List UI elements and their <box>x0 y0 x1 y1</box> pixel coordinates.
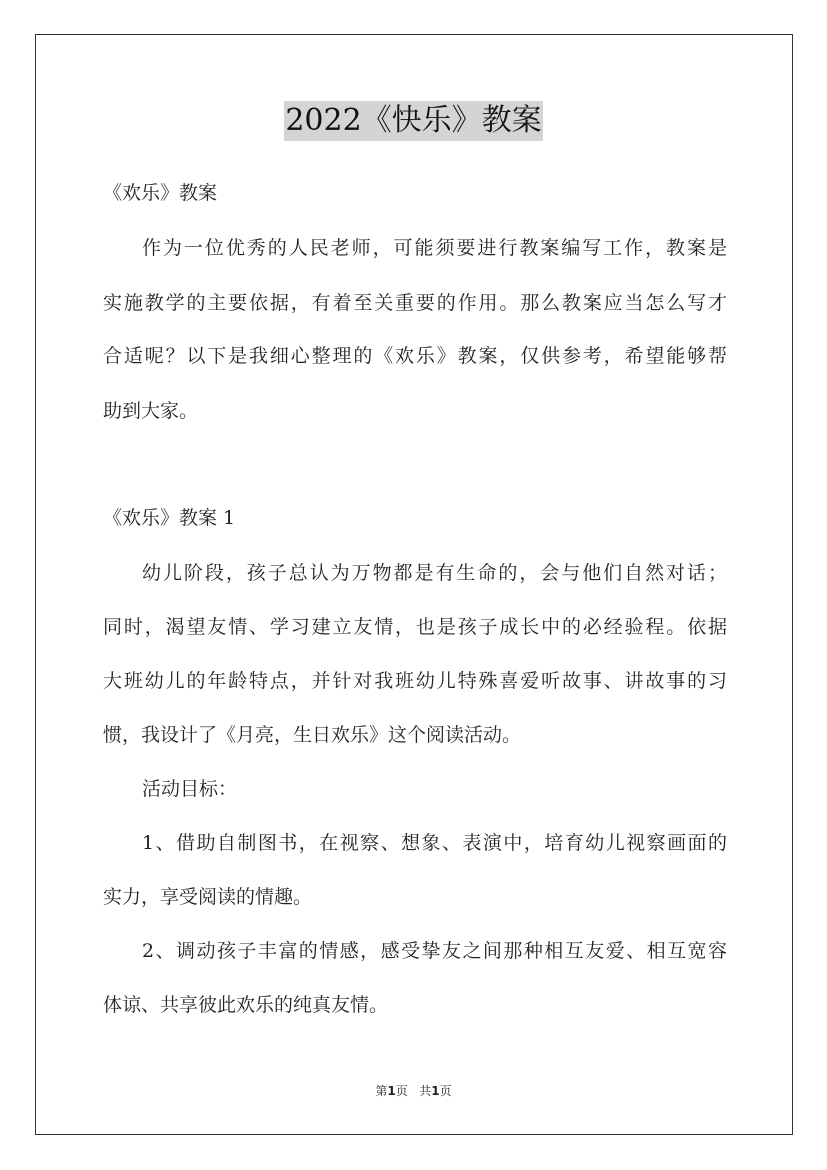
footer-page-unit: 页 <box>395 1084 408 1098</box>
page-footer <box>0 1083 827 1099</box>
footer-page-current: 1 <box>387 1084 396 1098</box>
goals-heading: 活动目标： <box>142 778 238 800</box>
goal-line: 实力，享受阅读的情趣。 <box>103 886 313 908</box>
footer-page-total: 1 <box>431 1084 440 1098</box>
body-line: 幼儿阶段，孩子总认为万物都是有生命的，会与他们自然对话； <box>142 562 727 584</box>
intro-line: 合适呢？以下是我细心整理的《欢乐》教案，仅供参考，希望能够帮 <box>103 345 727 367</box>
title-wrapper <box>0 101 827 141</box>
document-title: 2022《快乐》教案 <box>284 101 542 141</box>
intro-line: 作为一位优秀的人民老师，可能须要进行教案编写工作，教案是 <box>142 237 727 259</box>
intro-line: 实施教学的主要依据，有着至关重要的作用。那么教案应当怎么写才 <box>103 292 727 314</box>
footer-total-unit: 页 <box>439 1084 452 1098</box>
intro-heading: 《欢乐》教案 <box>103 182 218 204</box>
goal-line: 1、借助自制图书，在视察、想象、表演中，培育幼儿视察画面的 <box>142 832 727 854</box>
goal-line: 2、调动孩子丰富的情感，感受挚友之间那种相互友爱、相互宽容 <box>142 940 727 962</box>
body-line: 大班幼儿的年龄特点，并针对我班幼儿特殊喜爱听故事、讲故事的习 <box>103 670 727 692</box>
body-line: 惯，我设计了《月亮，生日欢乐》这个阅读活动。 <box>103 724 522 746</box>
footer-total-prefix: 共 <box>419 1084 432 1098</box>
body-line: 同时，渴望友情、学习建立友情，也是孩子成长中的必经验程。依据 <box>103 616 727 638</box>
goal-line: 体谅、共享彼此欢乐的纯真友情。 <box>103 994 389 1016</box>
section-heading: 《欢乐》教案 1 <box>103 507 236 529</box>
intro-line: 助到大家。 <box>103 400 199 422</box>
footer-page-prefix: 第 <box>375 1084 388 1098</box>
